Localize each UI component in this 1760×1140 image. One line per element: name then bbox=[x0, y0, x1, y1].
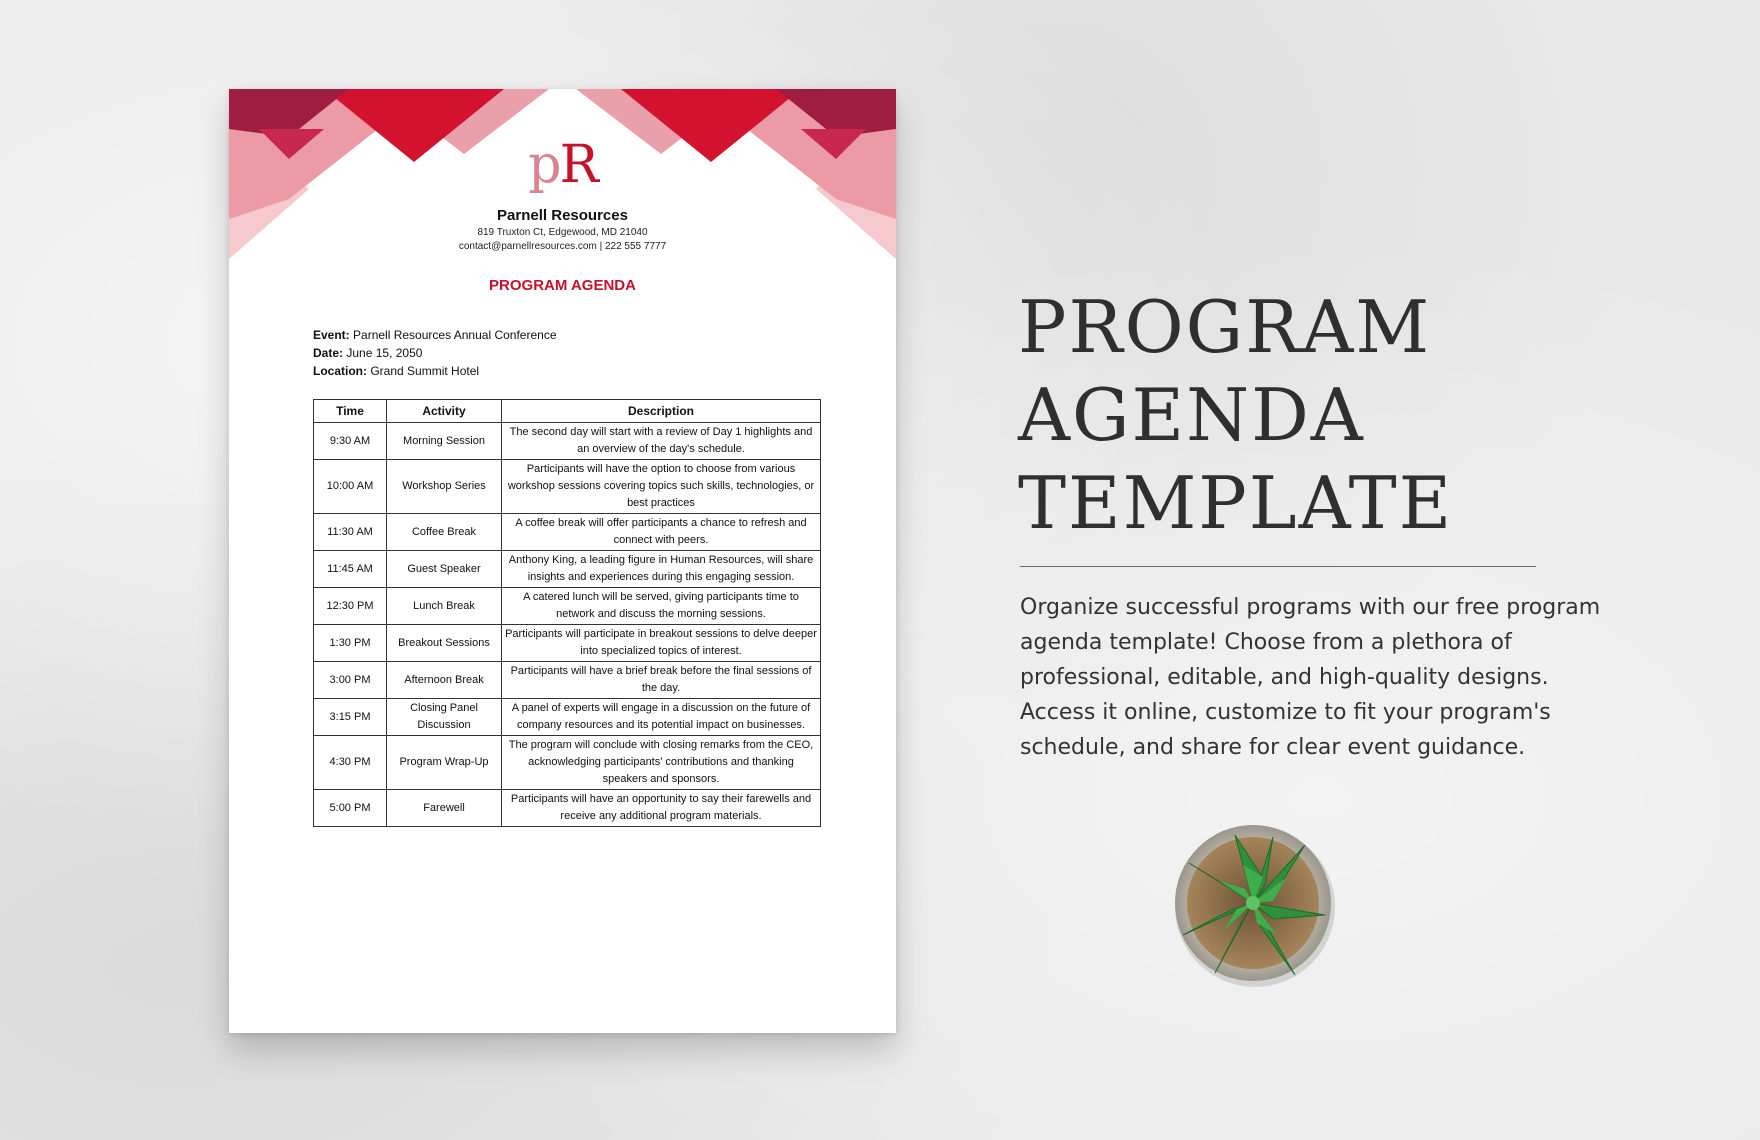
date-line: Date: June 15, 2050 bbox=[313, 346, 423, 360]
activity-cell: Breakout Sessions bbox=[387, 625, 502, 662]
table-row bbox=[314, 625, 821, 662]
time-cell: 11:30 AM bbox=[314, 514, 387, 551]
description-cell: A catered lunch will be served, giving participants time to network and discuss the morning sessions. bbox=[502, 588, 821, 625]
header-activity: Activity bbox=[387, 400, 502, 423]
time-cell: 1:30 PM bbox=[314, 625, 387, 662]
time-cell: 10:00 AM bbox=[314, 460, 387, 514]
hero-title-line: PROGRAM bbox=[1018, 285, 1432, 369]
time-cell: 3:15 PM bbox=[314, 699, 387, 736]
succulent-plant-icon bbox=[1165, 815, 1345, 995]
table-row bbox=[314, 423, 821, 460]
table-row bbox=[314, 588, 821, 625]
description-cell: The second day will start with a review of Day 1 highlights and an overview of the day's schedule. bbox=[502, 423, 821, 460]
company-name: Parnell Resources bbox=[497, 207, 628, 224]
time-cell: 3:00 PM bbox=[314, 662, 387, 699]
event-details bbox=[313, 326, 557, 380]
hero-divider bbox=[1020, 566, 1536, 567]
table-row bbox=[314, 736, 821, 790]
description-cell: Participants will have the option to choose from various workshop sessions covering topics such skills, technologies, or best practices bbox=[502, 460, 821, 514]
activity-cell: Lunch Break bbox=[387, 588, 502, 625]
hero-title-line: AGENDA bbox=[1018, 373, 1365, 457]
company-logo: pR bbox=[528, 135, 597, 195]
table-row bbox=[314, 514, 821, 551]
description-cell: A coffee break will offer participants a chance to refresh and connect with peers. bbox=[502, 514, 821, 551]
company-address: 819 Truxton Ct, Edgewood, MD 21040 bbox=[477, 227, 648, 238]
company-contact: contact@parnellresources.com | 222 555 7777 bbox=[458, 241, 667, 252]
hero-title-line: TEMPLATE bbox=[1018, 461, 1454, 545]
time-cell: 12:30 PM bbox=[314, 588, 387, 625]
time-cell: 4:30 PM bbox=[314, 736, 387, 790]
agenda-document bbox=[229, 89, 896, 1033]
table-row bbox=[314, 460, 821, 514]
header-time: Time bbox=[314, 400, 387, 423]
agenda-table bbox=[313, 399, 821, 827]
description-cell: The program will conclude with closing remarks from the CEO, acknowledging participants' contributions and thanking speakers and sponsors. bbox=[502, 736, 821, 790]
time-cell: 11:45 AM bbox=[314, 551, 387, 588]
description-cell: Participants will have an opportunity to say their farewells and receive any additional program materials. bbox=[502, 790, 821, 827]
time-cell: 9:30 AM bbox=[314, 423, 387, 460]
description-cell: Participants will have a brief break before the final sessions of the day. bbox=[502, 662, 821, 699]
activity-cell: Coffee Break bbox=[387, 514, 502, 551]
activity-cell: Afternoon Break bbox=[387, 662, 502, 699]
table-row bbox=[314, 662, 821, 699]
header-description: Description bbox=[502, 400, 821, 423]
location-line: Location: Grand Summit Hotel bbox=[313, 364, 480, 378]
description-cell: Participants will participate in breakout sessions to delve deeper into specialized topics of interest. bbox=[502, 625, 821, 662]
table-row bbox=[314, 551, 821, 588]
table-row bbox=[314, 790, 821, 827]
activity-cell: Guest Speaker bbox=[387, 551, 502, 588]
activity-cell: Farewell bbox=[387, 790, 502, 827]
activity-cell: Closing Panel Discussion bbox=[387, 699, 502, 736]
activity-cell: Workshop Series bbox=[387, 460, 502, 514]
event-line: Event: Parnell Resources Annual Conference bbox=[313, 328, 557, 342]
hero-title bbox=[1018, 283, 1538, 547]
description-cell: A panel of experts will engage in a discussion on the future of company resources and its potential impact on businesses. bbox=[502, 699, 821, 736]
time-cell: 5:00 PM bbox=[314, 790, 387, 827]
table-row bbox=[314, 699, 821, 736]
document-title: PROGRAM AGENDA bbox=[489, 277, 636, 294]
table-header-row bbox=[314, 400, 821, 423]
hero-description: Organize successful programs with our free program agenda template! Choose from a plethora of professional, editable, and high-quality designs. Access it online, customize to fit your program's schedule, and share for clear event guidance. bbox=[1020, 595, 1601, 760]
activity-cell: Morning Session bbox=[387, 423, 502, 460]
activity-cell: Program Wrap-Up bbox=[387, 736, 502, 790]
description-cell: Anthony King, a leading figure in Human Resources, will share insights and experiences during this engaging session. bbox=[502, 551, 821, 588]
